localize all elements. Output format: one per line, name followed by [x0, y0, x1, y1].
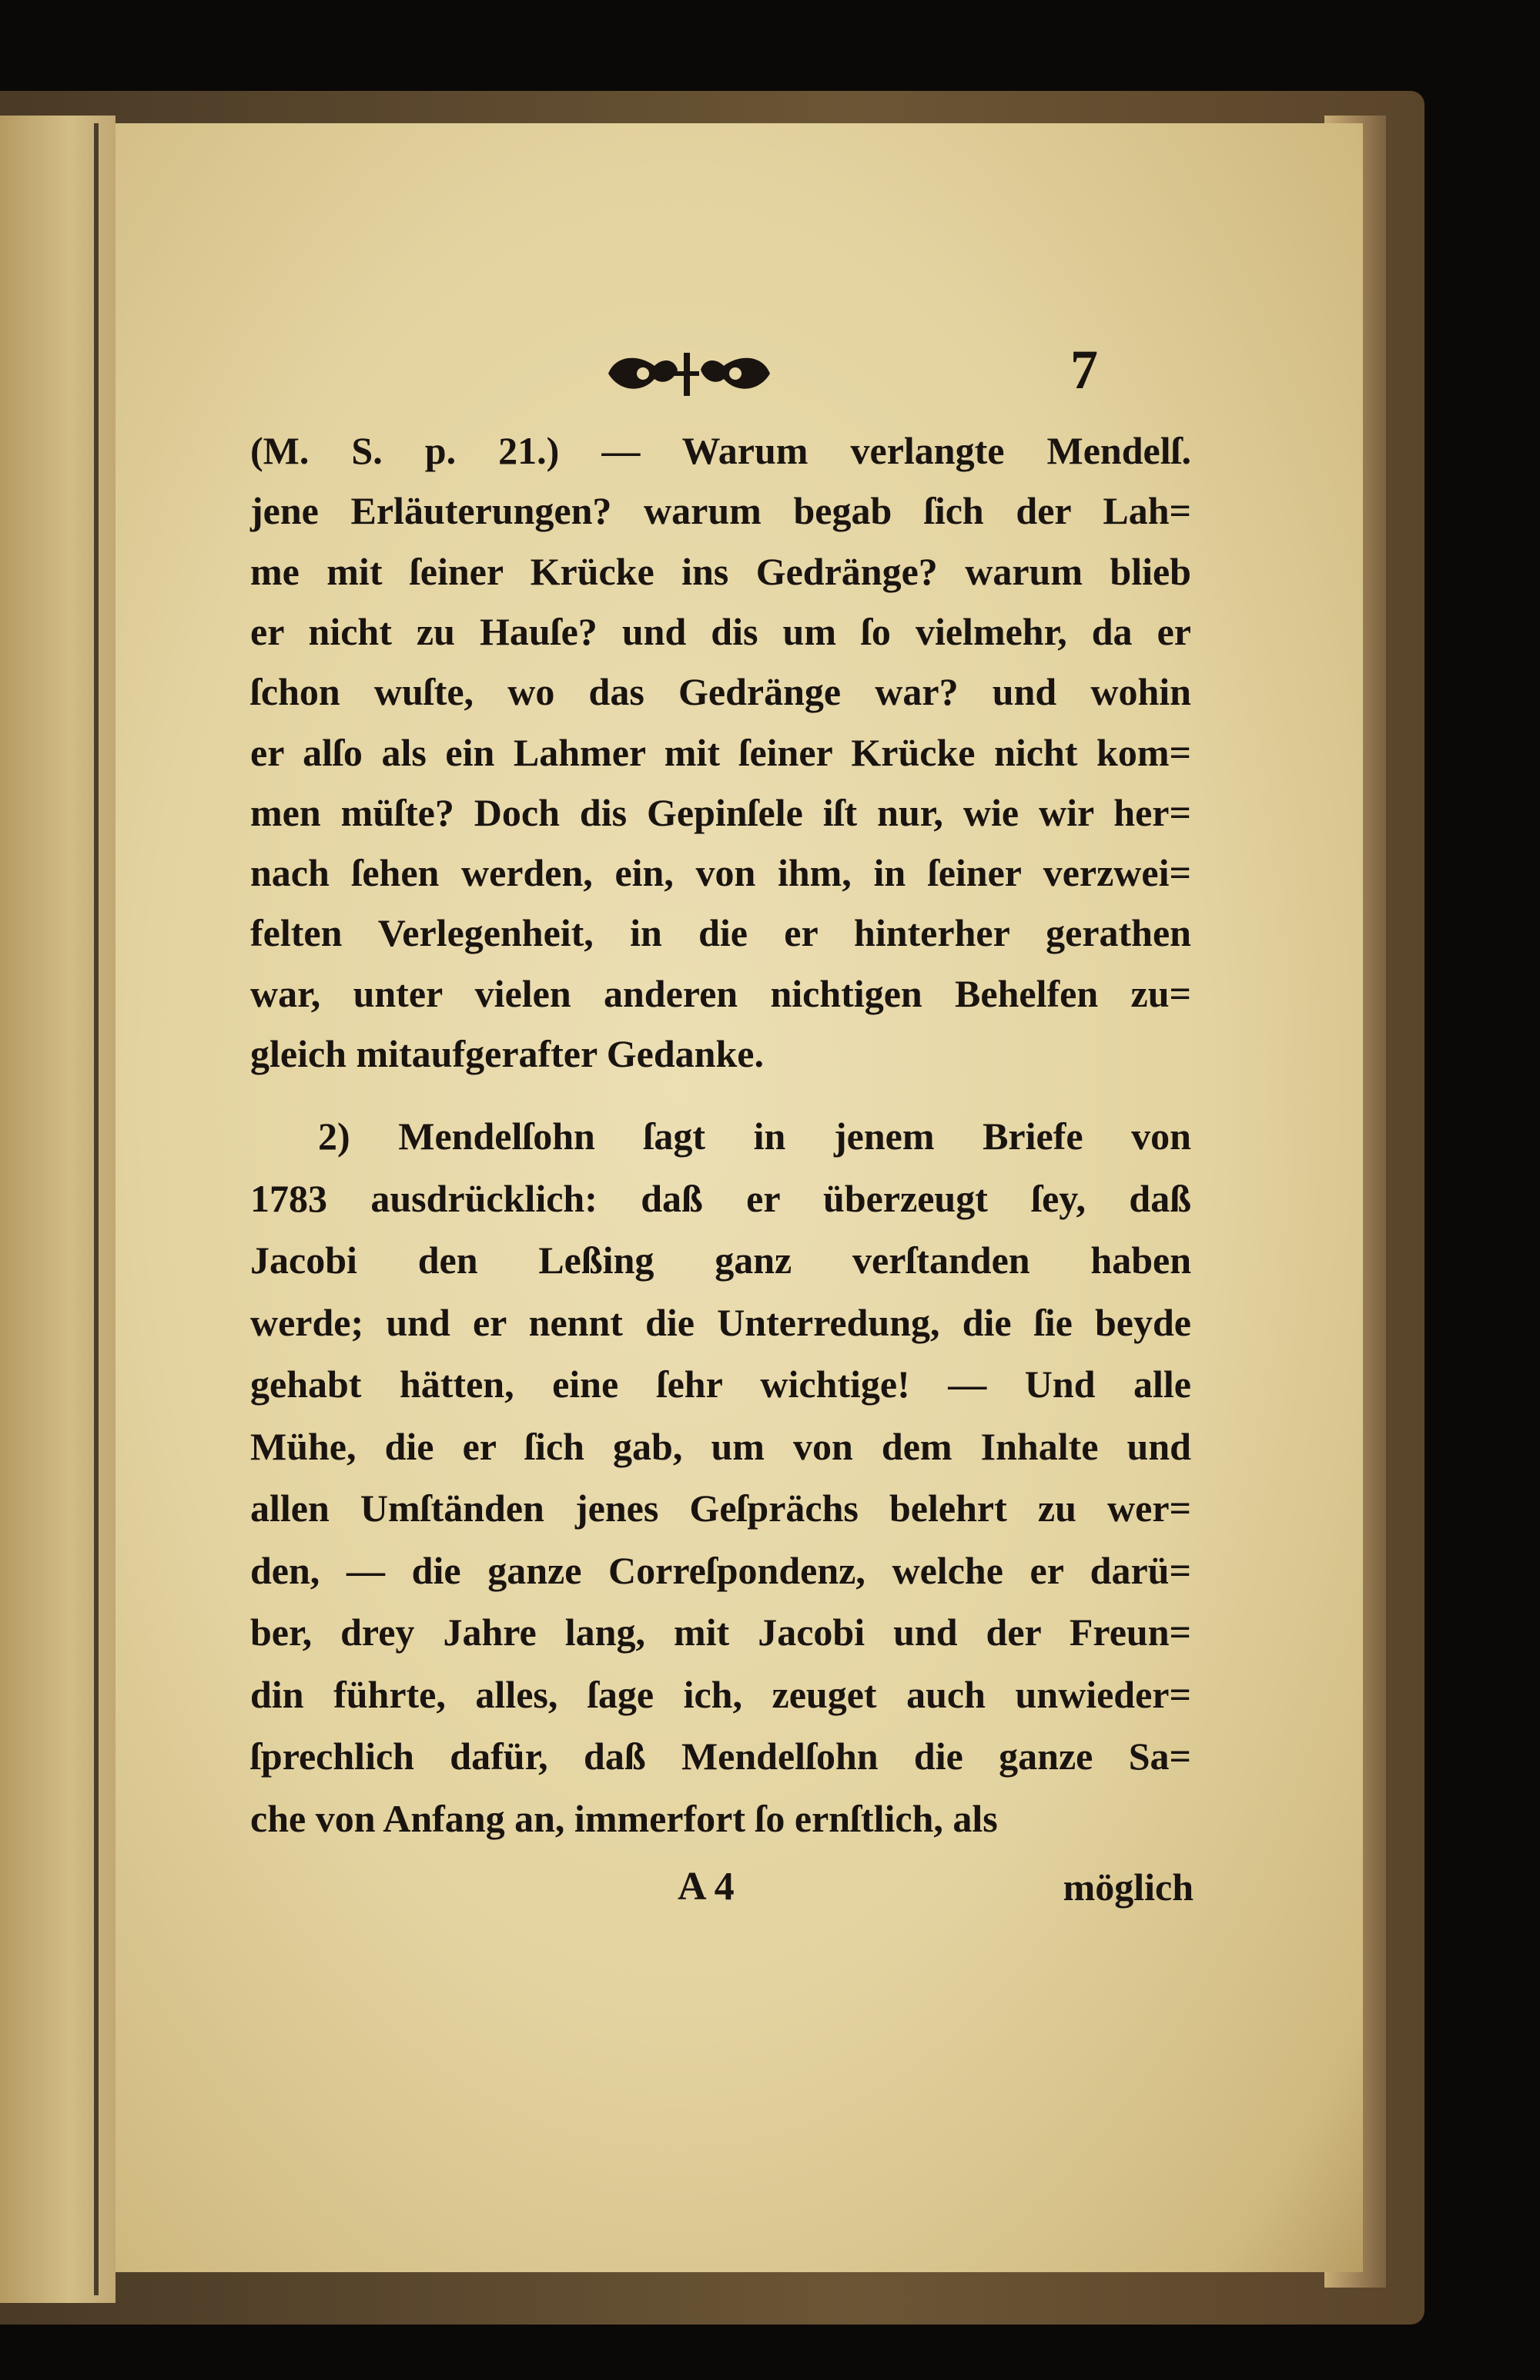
- book-gutter: [94, 123, 99, 2295]
- text-line: nach ſehen werden, ein, von ihm, in ſeiner verzwei=: [250, 851, 1191, 895]
- text-line: (M. S. p. 21.) — Warum verlangte Mendelſ.: [250, 429, 1191, 472]
- text-line: allen Umſtänden jenes Geſprächs belehrt zu wer=: [250, 1487, 1191, 1530]
- text-line: men müſte? Doch dis Gepinſele iſt nur, wie wir her=: [250, 790, 1191, 834]
- text-line: felten Verlegenheit, in die er hinterher gerathen: [250, 911, 1191, 955]
- text-line: 2) Mendelſohn ſagt in jenem Briefe von: [318, 1115, 1191, 1158]
- text-line: me mit ſeiner Krücke ins Gedränge? warum blieb: [250, 549, 1191, 593]
- text-line: den, — die ganze Correſpondenz, welche er darü=: [250, 1548, 1191, 1592]
- text-line: gehabt hätten, eine ſehr wichtige! — Und alle: [250, 1363, 1191, 1406]
- text-line: gleich mitaufgerafter Gedanke.: [250, 1032, 764, 1075]
- page-number: 7: [1070, 339, 1098, 401]
- text-line: werde; und er nennt die Unterredung, die ſie beyde: [250, 1300, 1191, 1344]
- text-line: Jacobi den Leßing ganz verſtanden haben: [250, 1239, 1191, 1282]
- text-line: war, unter vielen anderen nichtigen Behelfen zu=: [250, 971, 1191, 1015]
- text-line: Mühe, die er ſich gab, um von dem Inhalte und: [250, 1424, 1191, 1468]
- signature-mark: A 4: [678, 1865, 735, 1909]
- text-line: er nicht zu Hauſe? und dis um ſo vielmehr, da er: [250, 609, 1191, 653]
- text-line: che von Anfang an, immerfort ſo ernſtlich, als: [250, 1796, 998, 1840]
- catchword: möglich: [1063, 1865, 1194, 1909]
- text-line: 1783 ausdrücklich: daß er überzeugt ſey, daß: [250, 1176, 1191, 1220]
- text-line: er alſo als ein Lahmer mit ſeiner Krücke nicht kom=: [250, 730, 1191, 774]
- text-line: ſchon wuſte, wo das Gedränge war? und wohin: [250, 670, 1191, 714]
- text-line: ſprechlich dafür, daß Mendelſohn die ganze Sa=: [250, 1735, 1191, 1778]
- headpiece-ornament-icon: [601, 347, 778, 401]
- text-line: din führte, alles, ſage ich, zeuget auch unwieder=: [250, 1672, 1191, 1716]
- text-line: ber, drey Jahre lang, mit Jacobi und der Freun=: [250, 1611, 1191, 1654]
- text-line: jene Erläuterungen? warum begab ſich der Lah=: [250, 489, 1191, 533]
